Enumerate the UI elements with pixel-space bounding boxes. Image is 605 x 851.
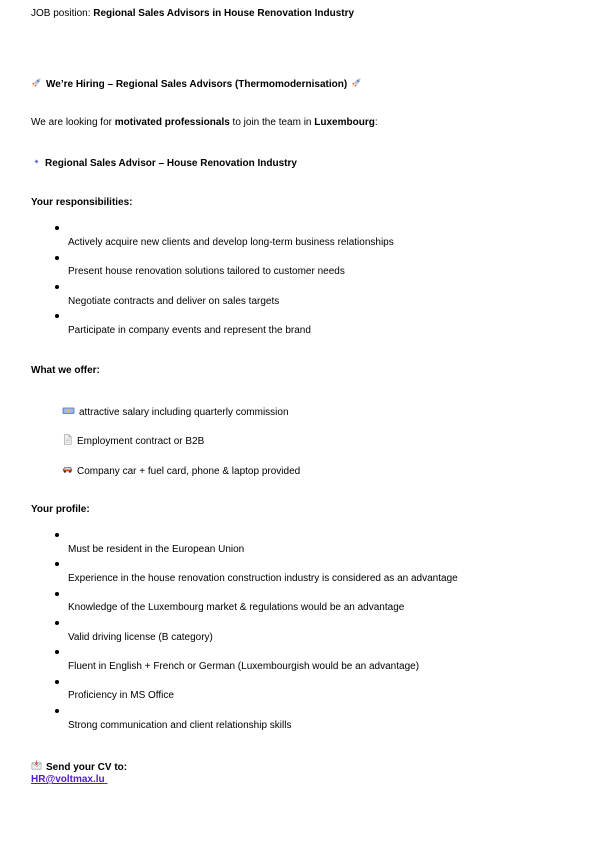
role-title: Regional Sales Advisor – House Renovation Industry bbox=[45, 158, 297, 169]
list-bullet bbox=[55, 592, 59, 596]
list-item: Participate in company events and represent the brand bbox=[68, 325, 311, 336]
intro-highlight: motivated professionals bbox=[114, 117, 230, 128]
list-item: Must be resident in the European Union bbox=[68, 544, 245, 555]
intro-location: Luxembourg bbox=[314, 117, 375, 128]
list-bullet bbox=[55, 533, 59, 537]
job-position-title: Regional Sales Advisors in House Renovation Industry bbox=[93, 8, 355, 19]
list-bullet bbox=[55, 621, 59, 625]
list-item: Fluent in English + French or German (Luxembourgish would be an advantage) bbox=[68, 661, 420, 672]
contact-email-line bbox=[31, 774, 107, 785]
list-item: Valid driving license (B category) bbox=[68, 632, 213, 643]
profile-heading: Your profile: bbox=[31, 504, 90, 515]
document-icon bbox=[62, 434, 73, 445]
intro-text: to join the team in bbox=[229, 117, 315, 128]
offer-text: attractive salary including quarterly commission bbox=[79, 407, 289, 418]
hiring-headline bbox=[31, 77, 362, 90]
list-item: Experience in the house renovation construction industry is considered as an advantage bbox=[68, 573, 458, 584]
list-bullet bbox=[55, 650, 59, 654]
offer-item bbox=[62, 434, 204, 447]
list-item: Strong communication and client relationship skills bbox=[68, 720, 292, 731]
envelope-icon bbox=[31, 760, 42, 771]
list-bullet bbox=[55, 285, 59, 289]
contact-label: Send your CV to: bbox=[46, 762, 128, 773]
diamond-icon bbox=[31, 156, 41, 167]
intro-text: We are looking for bbox=[31, 117, 115, 128]
job-position-line bbox=[31, 8, 354, 19]
car-icon bbox=[62, 464, 73, 475]
rocket-icon bbox=[351, 77, 362, 88]
job-position-label: JOB position: bbox=[31, 8, 94, 19]
role-title-line bbox=[31, 156, 297, 169]
euro-banknote-icon bbox=[62, 405, 75, 416]
offer-item bbox=[62, 464, 300, 477]
contact-email-link[interactable]: HR@voltmax.lu bbox=[31, 774, 105, 785]
list-bullet bbox=[55, 226, 59, 230]
list-item: Present house renovation solutions tailored to customer needs bbox=[68, 266, 345, 277]
contact-line bbox=[31, 760, 127, 773]
list-item: Negotiate contracts and deliver on sales targets bbox=[68, 296, 280, 307]
rocket-icon bbox=[31, 77, 42, 88]
list-item: Knowledge of the Luxembourg market & regulations would be an advantage bbox=[68, 602, 405, 613]
hiring-title: We’re Hiring – Regional Sales Advisors (Thermomodernisation) bbox=[46, 79, 348, 90]
list-item: Proficiency in MS Office bbox=[68, 690, 174, 701]
list-item: Actively acquire new clients and develop long-term business relationships bbox=[68, 237, 394, 248]
responsibilities-heading: Your responsibilities: bbox=[31, 197, 133, 208]
list-bullet bbox=[55, 314, 59, 318]
list-bullet bbox=[55, 562, 59, 566]
list-bullet bbox=[55, 709, 59, 713]
offer-item bbox=[62, 405, 289, 418]
offer-text: Company car + fuel card, phone & laptop provided bbox=[77, 466, 301, 477]
offer-text: Employment contract or B2B bbox=[77, 436, 205, 447]
list-bullet bbox=[55, 256, 59, 260]
intro-paragraph bbox=[31, 117, 378, 128]
list-bullet bbox=[55, 680, 59, 684]
intro-text: : bbox=[374, 117, 378, 128]
offer-heading: What we offer: bbox=[31, 365, 100, 376]
